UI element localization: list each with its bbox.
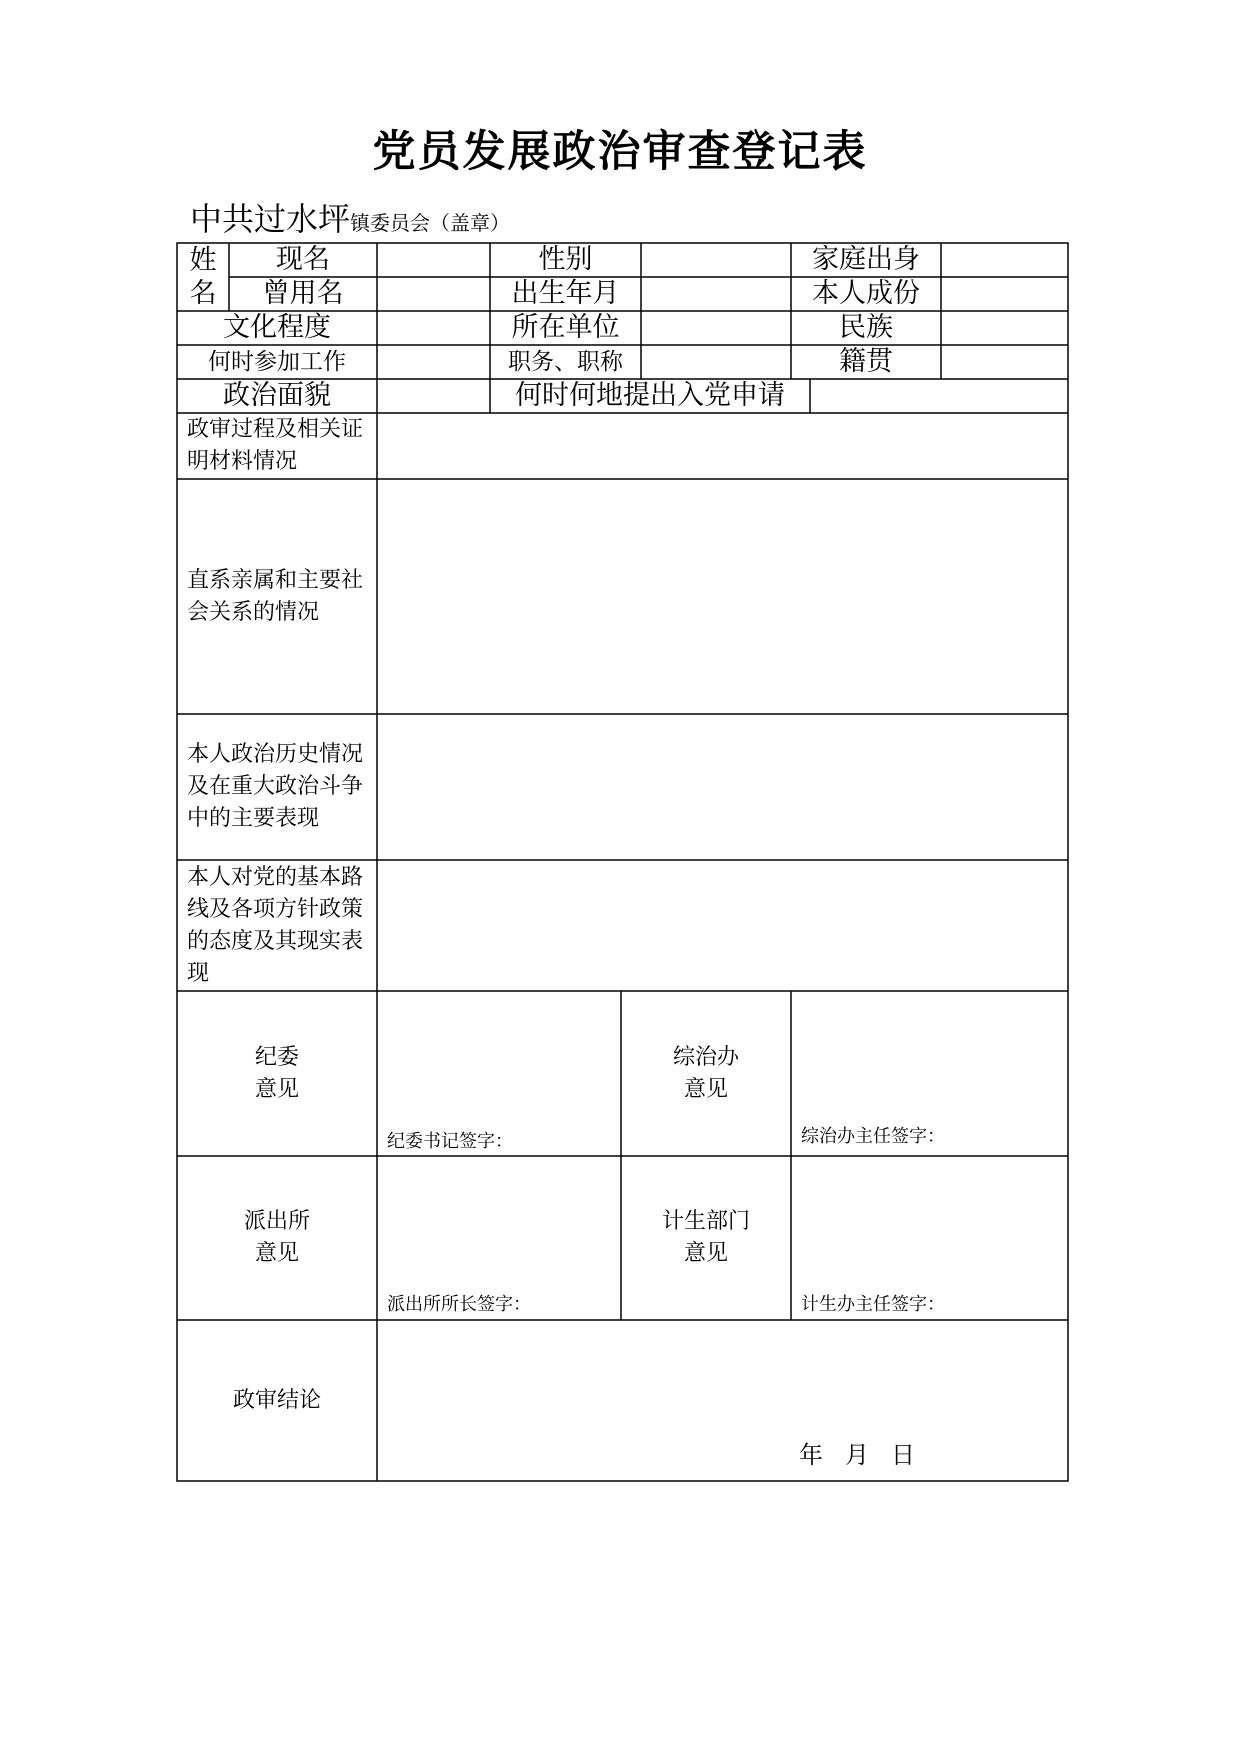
conclusion-label: 政审结论 xyxy=(232,1387,321,1413)
police-opinion-line1: 派出所 xyxy=(243,1209,310,1234)
ethnicity-label: 民族 xyxy=(839,312,893,343)
gender-field[interactable] xyxy=(641,243,791,277)
comprehensive-opinion-line1: 综治办 xyxy=(672,1044,739,1070)
current-name-field[interactable] xyxy=(377,243,490,277)
former-name-field[interactable] xyxy=(377,277,490,311)
relatives-field[interactable] xyxy=(377,479,1068,714)
attitude-field[interactable] xyxy=(377,860,1068,991)
family-planning-opinion-line2: 意见 xyxy=(683,1241,728,1266)
current-name-label: 现名 xyxy=(276,244,330,275)
position-title-label: 职务、职称 xyxy=(508,349,623,375)
gender-label: 性别 xyxy=(538,244,593,275)
personal-status-field[interactable] xyxy=(941,277,1068,311)
police-sign-label: 派出所所长签字： xyxy=(387,1294,531,1315)
attitude-label: 本人对党的基本路线及各项方针政策的态度及其现实表现 xyxy=(187,864,364,986)
form-title: 党员发展政治审查登记表 xyxy=(372,127,868,177)
birth-field[interactable] xyxy=(641,277,791,311)
conclusion-field[interactable] xyxy=(377,1320,1068,1481)
work-unit-field[interactable] xyxy=(641,311,791,345)
political-history-label: 本人政治历史情况及在重大政治斗争中的主要表现 xyxy=(187,742,364,831)
organization-suffix: 镇委员会（盖章） xyxy=(350,211,511,235)
family-origin-label: 家庭出身 xyxy=(812,244,920,275)
date-day-label: 日 xyxy=(891,1441,915,1469)
organization-name: 中共过水坪 xyxy=(190,200,351,238)
police-opinion-label xyxy=(177,1156,377,1320)
birth-label: 出生年月 xyxy=(511,278,620,309)
application-field[interactable] xyxy=(810,379,1068,413)
name-label: 姓名 xyxy=(189,245,217,309)
comprehensive-opinion-line2: 意见 xyxy=(683,1076,728,1102)
family-planning-sign-label: 计生办主任签字： xyxy=(801,1294,945,1315)
discipline-opinion-line2: 意见 xyxy=(254,1076,299,1102)
review-process-label: 政审过程及相关证明材料情况 xyxy=(187,417,364,474)
former-name-label: 曾用名 xyxy=(262,278,344,309)
family-planning-opinion-label xyxy=(621,1156,791,1320)
political-status-field[interactable] xyxy=(377,379,490,413)
relatives-label: 直系亲属和主要社会关系的情况 xyxy=(187,567,364,625)
review-process-field[interactable] xyxy=(377,413,1068,479)
education-label: 文化程度 xyxy=(223,312,331,343)
political-status-label: 政治面貌 xyxy=(223,380,331,411)
work-start-label: 何时参加工作 xyxy=(208,349,346,375)
application-label: 何时何地提出入党申请 xyxy=(515,380,785,411)
work-start-field[interactable] xyxy=(377,345,490,379)
position-title-field[interactable] xyxy=(641,345,791,379)
date-year-label: 年 xyxy=(799,1441,823,1469)
conclusion-date xyxy=(799,1435,915,1470)
political-history-field[interactable] xyxy=(377,714,1068,860)
date-month-label: 月 xyxy=(845,1441,869,1469)
work-unit-label: 所在单位 xyxy=(511,312,620,343)
education-field[interactable] xyxy=(377,311,490,345)
comprehensive-opinion-label xyxy=(621,991,791,1156)
native-place-label: 籍贯 xyxy=(839,346,893,377)
discipline-opinion-label xyxy=(177,991,377,1156)
family-planning-opinion-line1: 计生部门 xyxy=(661,1209,750,1234)
discipline-sign-label: 纪委书记签字： xyxy=(387,1131,513,1152)
personal-status-label: 本人成份 xyxy=(812,278,920,309)
ethnicity-field[interactable] xyxy=(941,311,1068,345)
police-opinion-line2: 意见 xyxy=(254,1241,299,1266)
comprehensive-sign-label: 综治办主任签字： xyxy=(801,1126,945,1147)
native-place-field[interactable] xyxy=(941,345,1068,379)
family-origin-field[interactable] xyxy=(941,243,1068,277)
discipline-opinion-line1: 纪委 xyxy=(254,1044,299,1070)
